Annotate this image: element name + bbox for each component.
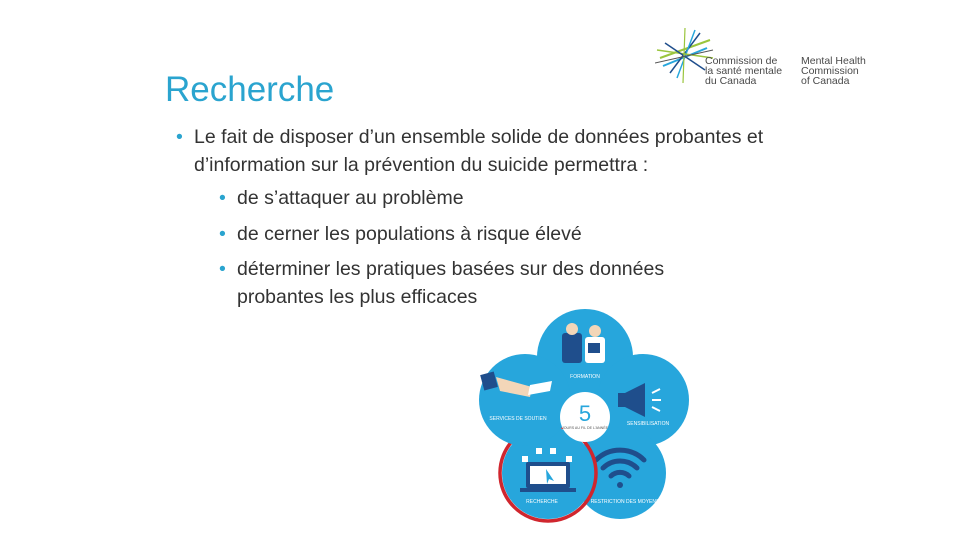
logo-fr-line3: du Canada (705, 75, 757, 87)
logo-en-line2: Commission (801, 65, 859, 77)
services-label: SERVICES DE SOUTIEN (489, 416, 547, 422)
formation-label: FORMATION (570, 374, 600, 380)
bullet-text: de s’attaquer au problème (237, 187, 464, 209)
bullet-dot: • (219, 187, 226, 209)
sub-bullet-item (215, 221, 772, 249)
bullet-text: déterminer les pratiques basées sur des données probantes les plus efficaces (237, 258, 665, 308)
mhcc-logo (655, 26, 880, 88)
center-number: 5 (578, 401, 592, 426)
bullet-item (172, 124, 772, 179)
logo-en-line1: Mental Health (801, 55, 866, 67)
logo-en-line3: of Canada (801, 75, 850, 87)
slide-title: Recherche (165, 70, 335, 109)
services-circle (479, 354, 571, 446)
sub-bullet-item (215, 256, 737, 311)
center-text: JOURS AU FIL DE L'ANNÉE (561, 426, 609, 430)
bullet-text: Le fait de disposer d’un ensemble solide de données probantes et d’information sur la prévention du suicide permettra : (194, 126, 764, 176)
five-pillars-diagram (470, 305, 700, 535)
bullet-dot: • (219, 258, 226, 280)
bullet-dot: • (176, 126, 183, 148)
restriction-label: RESTRICTION DES MOYENS (590, 499, 660, 505)
bullet-text: de cerner les populations à risque élevé (237, 222, 582, 245)
logo-fr-line2: la santé mentale (705, 65, 783, 77)
bullet-dot: • (219, 222, 226, 245)
logo-fr-line1: Commission de (705, 55, 778, 67)
recherche-label: RECHERCHE (526, 499, 558, 505)
bullet-list (172, 124, 772, 319)
sub-bullet-item (215, 185, 772, 213)
sensibilisation-label: SENSIBILISATION (626, 421, 670, 427)
